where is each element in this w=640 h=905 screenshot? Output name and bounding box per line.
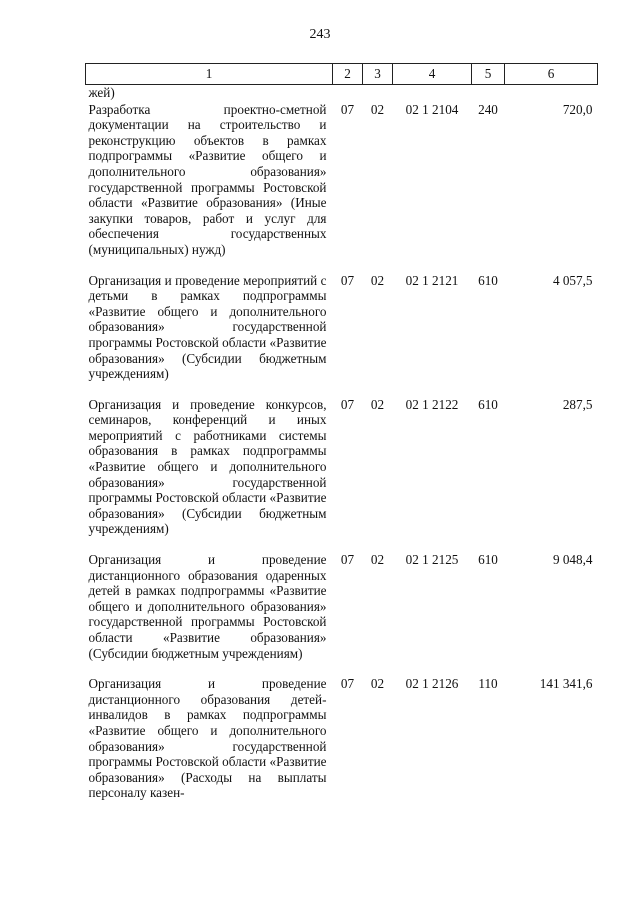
row-description: Организация и проведение дистанционного образования одаренных детей в рамках подпрограммы «Развитие общего и дополнительного образования» государственной программы Ростовской области «Развитие образования» (Субсидии бюджетным учреждениям) — [88, 552, 327, 661]
row-expense-type: 240 — [478, 101, 498, 117]
row-target-code: 02 1 2121 — [405, 272, 459, 288]
row-subsection: 02 — [370, 676, 385, 692]
row-expense-type: 610 — [478, 396, 498, 412]
continuation-row — [86, 85, 598, 102]
row-subsection: 02 — [370, 101, 385, 117]
row-amount: 4 057,5 — [552, 272, 593, 288]
row-expense-type: 110 — [478, 676, 498, 692]
row-description: Организация и проведение дистанционного образования детей-инвалидов в рамках подпрограммы «Развитие общего и дополнительного образования» государственной программы Ростовской области «Развитие образования» (Расходы на выплаты персоналу казен- — [88, 676, 327, 801]
row-target-code: 02 1 2122 — [405, 396, 459, 412]
row-section: 07 — [340, 272, 355, 288]
continuation-text: жей) — [88, 85, 115, 100]
header-col-2: 2 — [333, 64, 363, 85]
row-subsection: 02 — [370, 272, 385, 288]
row-section: 07 — [340, 101, 355, 117]
row-amount: 720,0 — [562, 101, 593, 117]
table-row — [86, 397, 598, 552]
row-expense-type: 610 — [478, 272, 498, 288]
row-target-code: 02 1 2104 — [405, 101, 459, 117]
row-section: 07 — [340, 396, 355, 412]
row-description: Организация и проведение мероприятий с детьми в рамках подпрограммы «Развитие общего и дополнительного образования» государственной программы Ростовской области «Развитие образования» (Субсидии бюджетным учреждениям) — [88, 272, 327, 382]
row-expense-type: 610 — [478, 552, 498, 568]
table-row — [86, 273, 598, 397]
row-target-code: 02 1 2126 — [405, 676, 459, 692]
table-row — [86, 676, 598, 816]
row-description: Разработка проектно-сметной документации на строительство и реконструкцию объектов в рамках подпрограммы «Развитие общего и дополнительного образования» государственной программы Ростовской области «Развитие образования» (Иные закупки товаров, работ и услуг для обеспечения государственных (муниципальных) нужд) — [88, 101, 327, 257]
table-row — [86, 552, 598, 676]
row-subsection: 02 — [370, 396, 385, 412]
header-col-4: 4 — [393, 64, 472, 85]
budget-table — [85, 63, 598, 816]
table-row — [86, 102, 598, 273]
table-header-row — [86, 64, 598, 85]
header-col-1: 1 — [86, 64, 333, 85]
header-col-6: 6 — [505, 64, 598, 85]
row-target-code: 02 1 2125 — [405, 552, 459, 568]
row-amount: 287,5 — [562, 396, 593, 412]
row-subsection: 02 — [370, 552, 385, 568]
row-amount: 9 048,4 — [552, 552, 593, 568]
row-section: 07 — [340, 552, 355, 568]
page-number: 243 — [309, 27, 331, 42]
row-section: 07 — [340, 676, 355, 692]
row-amount: 141 341,6 — [539, 676, 593, 692]
row-description: Организация и проведение конкурсов, семинаров, конференций и иных мероприятий с работниками системы образования в рамках подпрограммы «Развитие общего и дополнительного образования» государственной программы Ростовской области «Развитие образования» (Субсидии бюджетным учреждениям) — [88, 396, 327, 537]
header-col-3: 3 — [363, 64, 393, 85]
header-col-5: 5 — [472, 64, 505, 85]
